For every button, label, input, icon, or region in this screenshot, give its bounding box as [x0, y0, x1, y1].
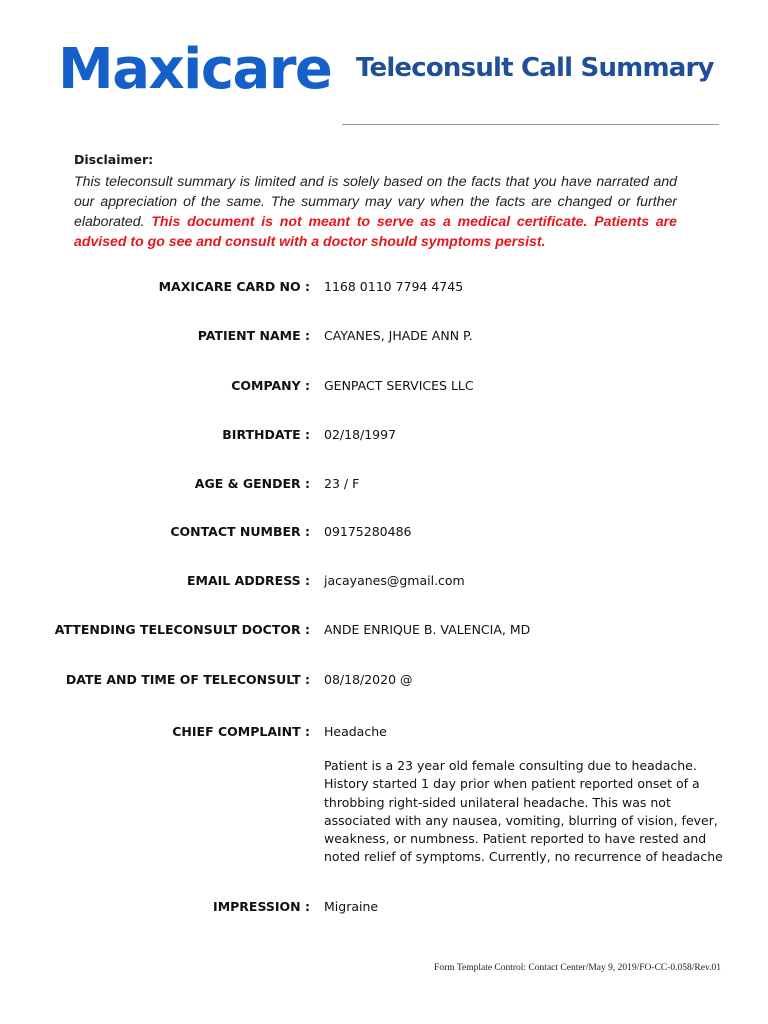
maxicare-logo: Maxicare — [58, 37, 332, 102]
company-label: COMPANY : — [231, 378, 310, 393]
disclaimer-body: This teleconsult summary is limited and is solely based on the facts that you have narrated and our appreciation of the same. The summary may vary when the facts are changed or further elaborated. — [74, 173, 677, 229]
narrative-line: noted relief of symptoms. Currently, no recurrence of headache — [324, 849, 723, 865]
narrative-line: weakness, or numbness. Patient reported to have rested and — [324, 831, 707, 847]
email-label: EMAIL ADDRESS : — [186, 573, 310, 588]
birthdate-value: 02/18/1997 — [324, 427, 397, 442]
form-template-footer: Form Template Control: Contact Center/May 9, 2019/FO-CC-0.058/Rev.01 — [434, 963, 721, 973]
history-narrative — [324, 757, 724, 867]
disclaimer-warning: This document is not meant to serve as a medical certificate. Patients are advised to go see and consult with a doctor should symptoms persist. — [74, 213, 677, 249]
birthdate-label: BIRTHDATE : — [222, 427, 310, 442]
narrative-line: associated with any nausea, vomiting, blurring of vision, fever, — [324, 812, 718, 828]
company-value: GENPACT SERVICES LLC — [324, 378, 474, 393]
datetime-value: 08/18/2020 @ — [324, 672, 413, 687]
impression-label: IMPRESSION : — [213, 899, 310, 914]
age-gender-value: 23 / F — [324, 476, 360, 491]
doctor-label: ATTENDING TELECONSULT DOCTOR : — [54, 622, 310, 637]
card-no-value: 1168 0110 7794 4745 — [324, 279, 464, 294]
narrative-line: Patient is a 23 year old female consulting due to headache. — [324, 758, 697, 773]
doctor-value: ANDE ENRIQUE B. VALENCIA, MD — [324, 622, 531, 637]
patient-name-label: PATIENT NAME : — [197, 328, 310, 343]
title-underline — [342, 124, 719, 125]
impression-value: Migraine — [324, 899, 379, 914]
chief-complaint-value: Headache — [324, 724, 387, 739]
narrative-line: History started 1 day prior when patient reported onset of a — [324, 776, 700, 792]
contact-number-value: 09175280486 — [324, 524, 412, 539]
page-title: Teleconsult Call Summary — [356, 53, 714, 83]
email-value: jacayanes@gmail.com — [324, 573, 465, 588]
contact-number-label: CONTACT NUMBER : — [170, 524, 310, 539]
patient-name-value: CAYANES, JHADE ANN P. — [324, 328, 473, 343]
age-gender-label: AGE & GENDER : — [194, 476, 310, 491]
disclaimer-text — [74, 171, 677, 251]
disclaimer-label: Disclaimer: — [74, 152, 154, 167]
datetime-label: DATE AND TIME OF TELECONSULT : — [65, 672, 310, 687]
chief-complaint-label: CHIEF COMPLAINT : — [172, 724, 310, 739]
disclaimer-block — [74, 150, 677, 251]
narrative-line: throbbing right-sided unilateral headache. This was not — [324, 794, 671, 810]
card-no-label: MAXICARE CARD NO : — [158, 279, 310, 294]
